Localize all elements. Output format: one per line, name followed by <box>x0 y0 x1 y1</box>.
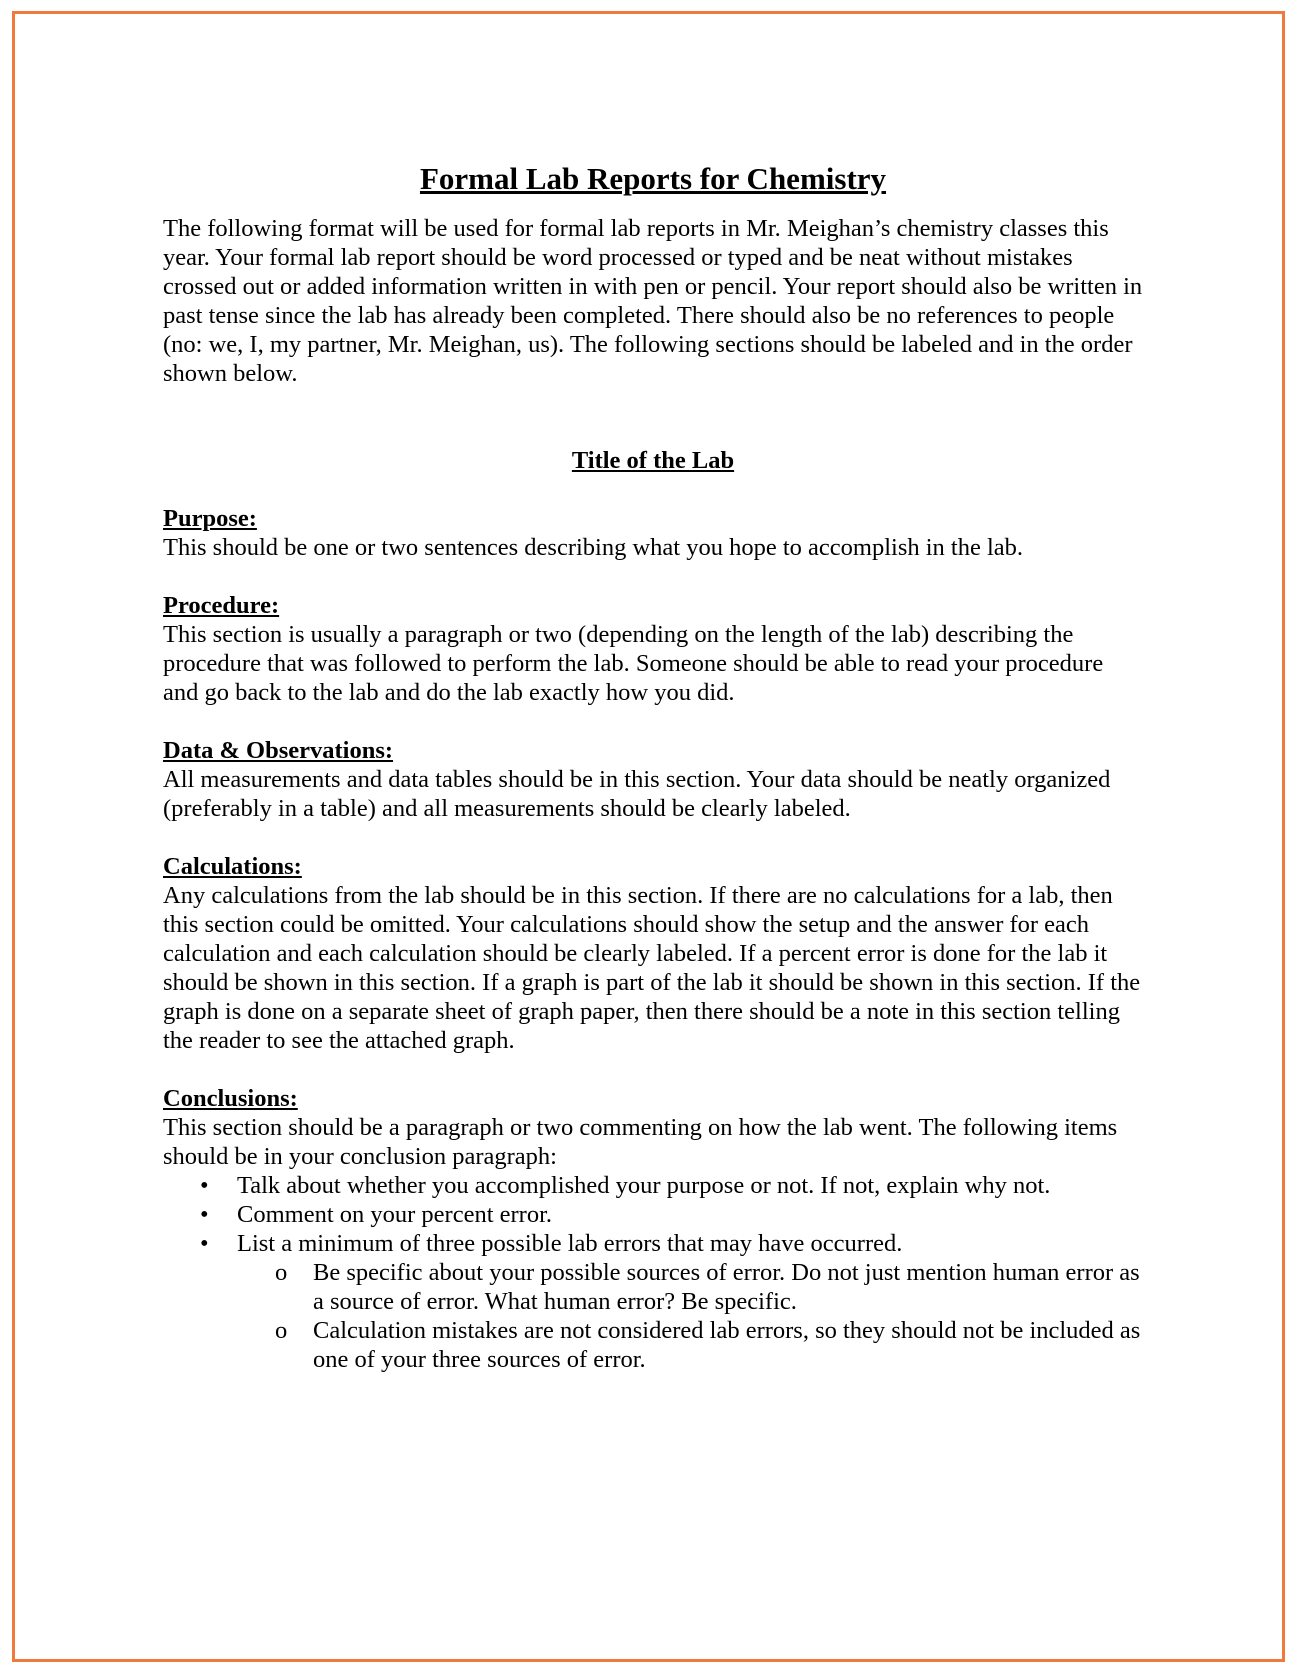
section-body-procedure: This section is usually a paragraph or two (depending on the length of the lab) describing the procedure that was followed to perform the lab. Someone should be able to read your procedure and go back to the lab and do the lab exactly how you did. <box>163 621 1104 706</box>
section-body-data: All measurements and data tables should be in this section. Your data should be neatly organized (preferably in a table) and all measurements should be clearly labeled. <box>163 766 1111 822</box>
bullet-icon: • <box>200 1201 209 1228</box>
list-item <box>163 1171 1143 1200</box>
bullet-icon: • <box>200 1230 209 1257</box>
document-title: Formal Lab Reports for Chemistry <box>419 161 887 196</box>
conclusion-bullet-list <box>163 1171 1143 1374</box>
section-heading-data: Data & Observations: <box>163 737 394 764</box>
section-calculations <box>163 852 1143 1055</box>
section-data-observations <box>163 736 1143 823</box>
circle-bullet-icon: o <box>275 1317 288 1344</box>
section-heading-procedure: Procedure: <box>163 592 280 619</box>
section-procedure <box>163 591 1143 707</box>
section-body-calculations: Any calculations from the lab should be in this section. If there are no calculations for a lab, then this section could be omitted. Your calculations should show the setup and the answer for each calculation and each calculation should be clearly labeled. If a percent error is done for the lab it should be shown in this section. If a graph is part of the lab it should be shown in this section. If the graph is done on a separate sheet of graph paper, then there should be a note in this section telling the reader to see the attached graph. <box>163 882 1141 1054</box>
section-purpose <box>163 504 1143 562</box>
sub-bullet-list <box>237 1258 1143 1374</box>
sub-bullet-text: Be specific about your possible sources of error. Do not just mention human error as a source of error. What human error? Be specific. <box>313 1259 1140 1315</box>
section-conclusions <box>163 1084 1143 1374</box>
intro-paragraph: The following format will be used for formal lab reports in Mr. Meighan’s chemistry classes this year. Your formal lab report should be word processed or typed and be neat without mistakes crossed out or added information written in with pen or pencil. Your report should also be written in past tense since the lab has already been completed. There should also be no references to people (no: we, I, my partner, Mr. Meighan, us). The following sections should be labeled and in the order shown below. <box>163 215 1143 387</box>
sub-bullet-text: Calculation mistakes are not considered lab errors, so they should not be included as one of your three sources of error. <box>313 1317 1141 1373</box>
section-heading-purpose: Purpose: <box>163 505 257 532</box>
list-item <box>163 1229 1143 1374</box>
list-item <box>237 1316 1143 1374</box>
list-item <box>237 1258 1143 1316</box>
section-body-conclusions: This section should be a paragraph or two commenting on how the lab went. The following items should be in your conclusion paragraph: <box>163 1114 1118 1170</box>
circle-bullet-icon: o <box>275 1259 288 1286</box>
lab-title-heading: Title of the Lab <box>571 447 735 474</box>
bullet-text: Comment on your percent error. <box>237 1201 553 1228</box>
bullet-icon: • <box>200 1172 209 1199</box>
section-body-purpose: This should be one or two sentences describing what you hope to accomplish in the lab. <box>163 534 1024 561</box>
bullet-text: Talk about whether you accomplished your purpose or not. If not, explain why not. <box>237 1172 1051 1199</box>
document-page <box>163 160 1143 1374</box>
bullet-text: List a minimum of three possible lab errors that may have occurred. <box>237 1230 903 1257</box>
section-heading-calculations: Calculations: <box>163 853 302 880</box>
section-heading-conclusions: Conclusions: <box>163 1085 298 1112</box>
list-item <box>163 1200 1143 1229</box>
